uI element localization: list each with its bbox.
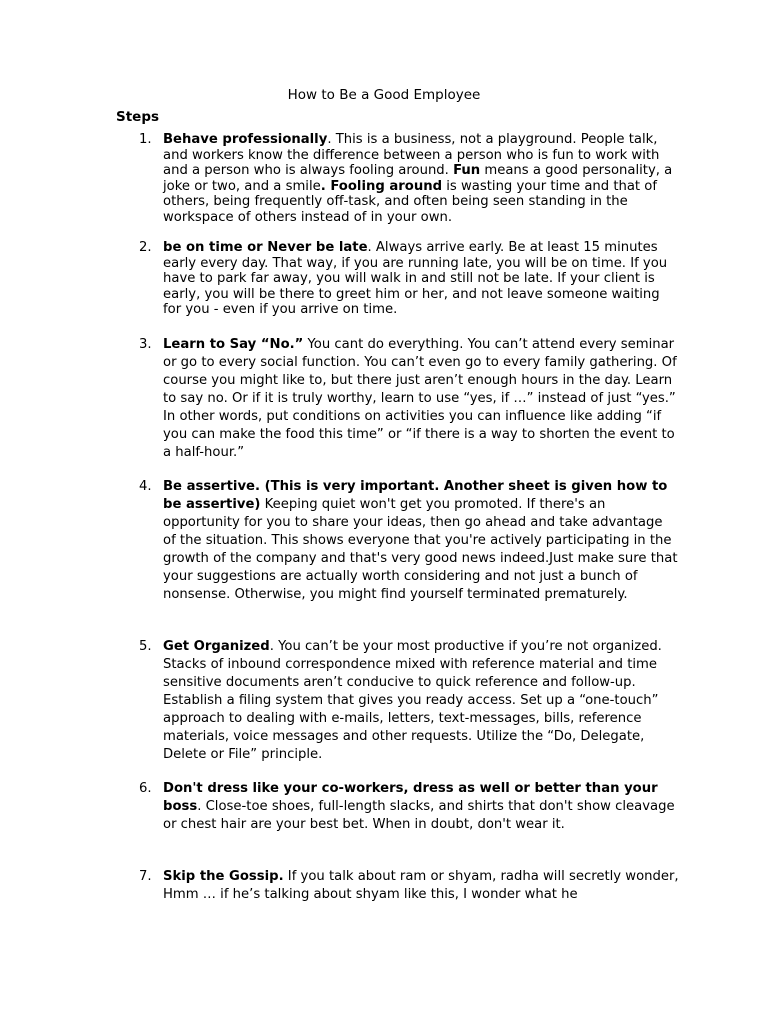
step-body <box>163 132 679 226</box>
step-item-6 <box>139 780 679 834</box>
step-text: . This is a business, not a playground. People talk, and workers know the difference between a person who is fun to work with and a person who is always fooling around. <box>163 132 660 179</box>
step-body <box>163 336 679 462</box>
step-number: 3. <box>139 337 152 352</box>
step-lead: be on time or Never be late <box>163 240 368 255</box>
step-number: 5. <box>139 639 152 654</box>
step-body <box>163 868 679 904</box>
step-lead: Don't dress like your co-workers, dress as well or better than your boss <box>163 781 658 814</box>
step-item-3 <box>139 336 679 462</box>
step-item-1 <box>139 132 679 226</box>
step-emphasis: Fun <box>453 163 481 179</box>
step-text: Keeping quiet won't get you promoted. If there's an opportunity for you to share your ideas, then go ahead and take advantage of the situation. This shows everyone that you're actively participating in the growth of the company and that's very good news indeed.Just make sure that your suggestions are actually worth considering and not just a bunch of nonsense. Otherwise, you might find yourself terminated prematurely. <box>163 497 678 602</box>
step-text: . Always arrive early. Be at least 15 minutes early every day. That way, if you are running late, you will be on time. If you have to park far away, you will walk in and still not be late. If your client is early, you will be there to greet him or her, and not leave someone waiting for you - even if you arrive on time. <box>163 240 668 318</box>
step-lead: Skip the Gossip. <box>163 869 284 884</box>
step-number: 6. <box>139 781 152 796</box>
step-text: If you talk about ram or shyam, radha will secretly wonder, Hmm … if he’s talking about shyam like this, I wonder what he <box>163 869 679 902</box>
step-text: You cant do everything. You can’t attend every seminar or go to every social function. You can’t even go to every family gathering. Of course you might like to, but there just aren’t enough hours in the day. Learn to say no. Or if it is truly worthy, learn to use “yes, if …” instead of just “yes.” In other words, put conditions on activities you can influence like adding “if you can make the food this time” or “if there is a way to shorten the event to a half-hour.” <box>163 337 677 460</box>
step-body <box>163 780 679 834</box>
step-text: is wasting your time and that of others, being frequently off-task, and often being seen standing in the workspace of others instead of in your own. <box>163 178 658 225</box>
step-item-5 <box>139 638 679 764</box>
step-emphasis: . Fooling around <box>320 178 443 194</box>
step-body <box>163 478 679 604</box>
step-body <box>163 638 679 764</box>
step-item-4 <box>139 478 679 604</box>
document-title: How to Be a Good Employee <box>287 87 481 103</box>
step-number: 1. <box>139 132 152 147</box>
step-text: means a good personality, a joke or two, and a smile <box>163 163 673 194</box>
step-number: 4. <box>139 479 152 494</box>
step-lead: Behave professionally <box>163 132 328 147</box>
step-text: . You can’t be your most productive if you’re not organized. Stacks of inbound correspondence mixed with reference material and time sensitive documents aren’t conducive to quick reference and follow-up. Establish a filing system that gives you ready access. Set up a “one-touch” approach to dealing with e-mails, letters, text-messages, bills, reference materials, voice messages and other requests. Utilize the “Do, Delegate, Delete or File” principle. <box>163 639 662 762</box>
step-text: . Close-toe shoes, full-length slacks, and shirts that don't show cleavage or chest hair are your best bet. When in doubt, don't wear it. <box>163 799 675 832</box>
step-body <box>163 240 679 318</box>
step-lead: Learn to Say “No.” <box>163 337 304 352</box>
section-heading-steps: Steps <box>116 109 160 125</box>
step-item-7 <box>139 868 679 904</box>
step-lead: Get Organized <box>163 639 270 654</box>
step-item-2 <box>139 240 679 318</box>
step-lead: Be assertive. (This is very important. Another sheet is given how to be assertive) <box>163 479 668 512</box>
step-number: 2. <box>139 240 152 255</box>
step-number: 7. <box>139 869 152 884</box>
